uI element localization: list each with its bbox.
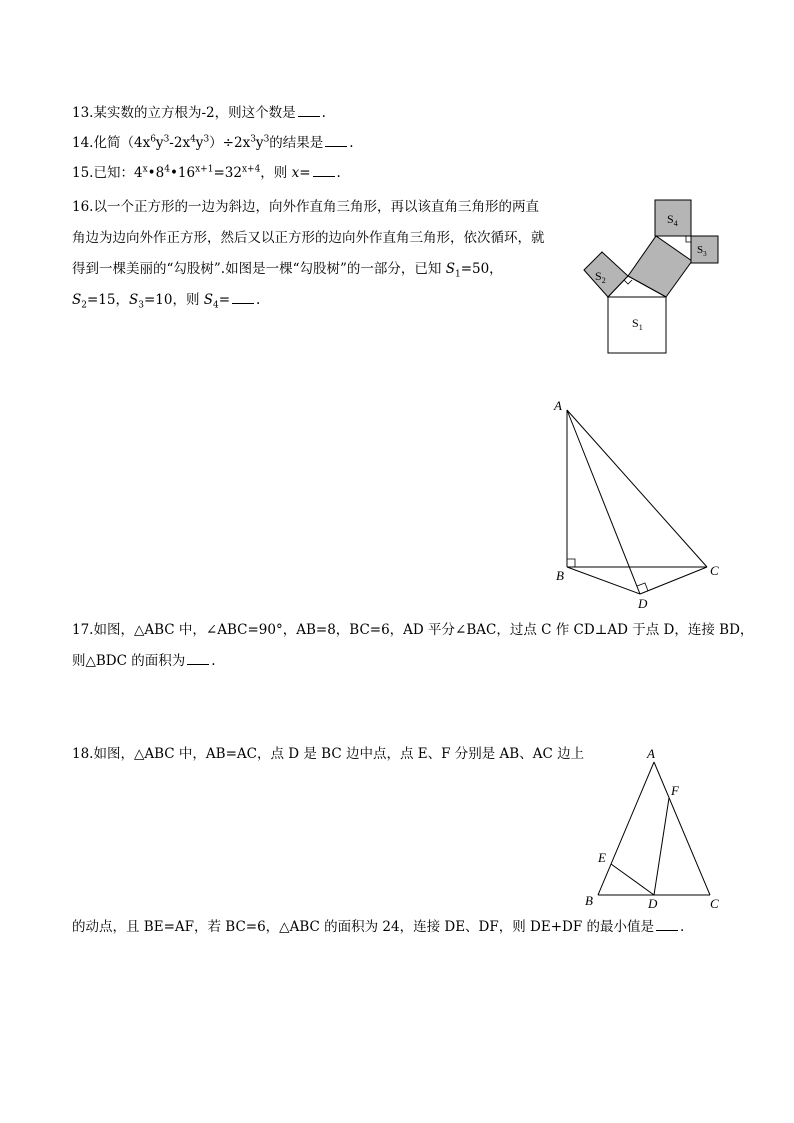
q13-end: . [321, 105, 326, 121]
q16-number: 16. [72, 199, 94, 215]
q18-answer-blank[interactable] [656, 918, 678, 931]
label-e-q18: E [598, 850, 606, 865]
q16-s3: S [128, 292, 139, 308]
q16-s2-sub: 2 [81, 300, 87, 311]
label-b-q17: B [556, 568, 564, 583]
q14-number: 14. [72, 135, 94, 151]
q14-exp: 3 [203, 134, 210, 145]
q14-part: -2x [169, 135, 191, 151]
q16-s1-val: =50， [460, 261, 503, 277]
q17-line1: 如图，△ABC 中，∠ABC=90°，AB=8，BC=6，AD 平分∠BAC，过点 C 作 CD⊥AD 于点 D，连接 BD， [93, 622, 754, 638]
label-s1: $S_1$ [632, 316, 643, 332]
q15-eq: = [299, 165, 311, 181]
q15-exp: 4 [164, 164, 170, 175]
label-a-q18: A [647, 746, 655, 761]
q14-part: y [195, 135, 204, 151]
label-c-q18: C [710, 896, 719, 911]
q17-number: 17. [72, 622, 94, 638]
q14-post: 的结果是 [269, 135, 324, 151]
q14-end: . [349, 135, 354, 151]
q14-pre: 化简（4x [93, 135, 151, 151]
label-s3: $S_3$ [697, 244, 707, 258]
label-b-q18: B [585, 893, 593, 908]
q16-line1: 以一个正方形的一边为斜边，向外作直角三角形，再以该直角三角形的两直 [93, 199, 539, 215]
right-angle-mark [686, 236, 691, 242]
q16-s4-val: = [218, 292, 231, 308]
question-18-line-1 [72, 744, 584, 764]
q15-part: •8 [147, 165, 165, 181]
q16-s1-sub: 1 [454, 269, 461, 280]
q16-s2: S [72, 292, 82, 308]
label-s4: $S_4$ [667, 212, 678, 228]
q18-line1: 如图，△ABC 中，AB=AC，点 D 是 BC 边中点，点 E、F 分别是 AB、AC 边上 [93, 746, 585, 762]
q16-end: . [256, 292, 261, 308]
q14-part: y [255, 135, 264, 151]
q16-s4-sub: 4 [213, 300, 219, 311]
q14-exp: 4 [190, 134, 196, 145]
q15-part: =32 [213, 165, 242, 181]
q15-exp: x+1 [195, 164, 214, 175]
q16-line3: 得到一棵美丽的“勾股树”.如图是一棵“勾股树”的一部分，已知 [72, 261, 446, 277]
q16-s1: S [445, 261, 455, 277]
triangle-abc-figure-q17 [567, 410, 707, 594]
q16-s3-val: =10，则 [143, 292, 204, 308]
q16-s4: S [203, 292, 213, 308]
question-17-line-2 [72, 651, 216, 671]
q15-part: •16 [169, 165, 196, 181]
q14-part: y [155, 135, 164, 151]
q14-exp: 6 [150, 134, 156, 145]
q14-part: ）÷2x [209, 135, 251, 151]
q17-answer-blank[interactable] [187, 652, 209, 665]
q13-number: 13. [72, 105, 94, 121]
q14-exp: 3 [263, 134, 270, 145]
q14-exp: 3 [250, 134, 256, 145]
q15-number: 15. [72, 165, 94, 181]
question-17-line-1 [72, 620, 753, 640]
q13-text: 某实数的立方根为-2，则这个数是 [93, 105, 296, 121]
label-a-q17: A [554, 398, 562, 413]
q16-s2-val: =15， [86, 292, 129, 308]
q15-pre: 已知：4 [93, 165, 143, 181]
q15-exp: x [142, 164, 148, 175]
label-s2: $S_2$ [595, 269, 606, 285]
q17-line2: 则△BDC 的面积为 [72, 653, 186, 669]
q16-s3-sub: 3 [138, 300, 144, 311]
question-18-line-2 [72, 917, 684, 937]
q18-end: . [680, 919, 685, 935]
q18-line2: 的动点，且 BE=AF，若 BC=6，△ABC 的面积为 24，连接 DE、DF，则 DE+DF 的最小值是 [72, 919, 655, 935]
label-c-q17: C [710, 563, 719, 578]
q15-end: . [336, 165, 341, 181]
q15-post: ，则 [260, 165, 292, 181]
q16-line2: 角边为边向外作正方形，然后又以正方形的边向外作直角三角形，依次循环，就 [72, 230, 545, 246]
label-f-q18: F [671, 783, 679, 798]
q18-number: 18. [72, 746, 94, 762]
q15-exp: x+4 [241, 164, 261, 175]
triangle-abc-figure-q18 [598, 762, 710, 895]
label-d-q17: D [638, 596, 648, 611]
q15-var: x [291, 165, 300, 181]
q17-end: . [211, 653, 216, 669]
label-d-q18: D [648, 896, 658, 911]
q14-exp: 3 [163, 134, 170, 145]
